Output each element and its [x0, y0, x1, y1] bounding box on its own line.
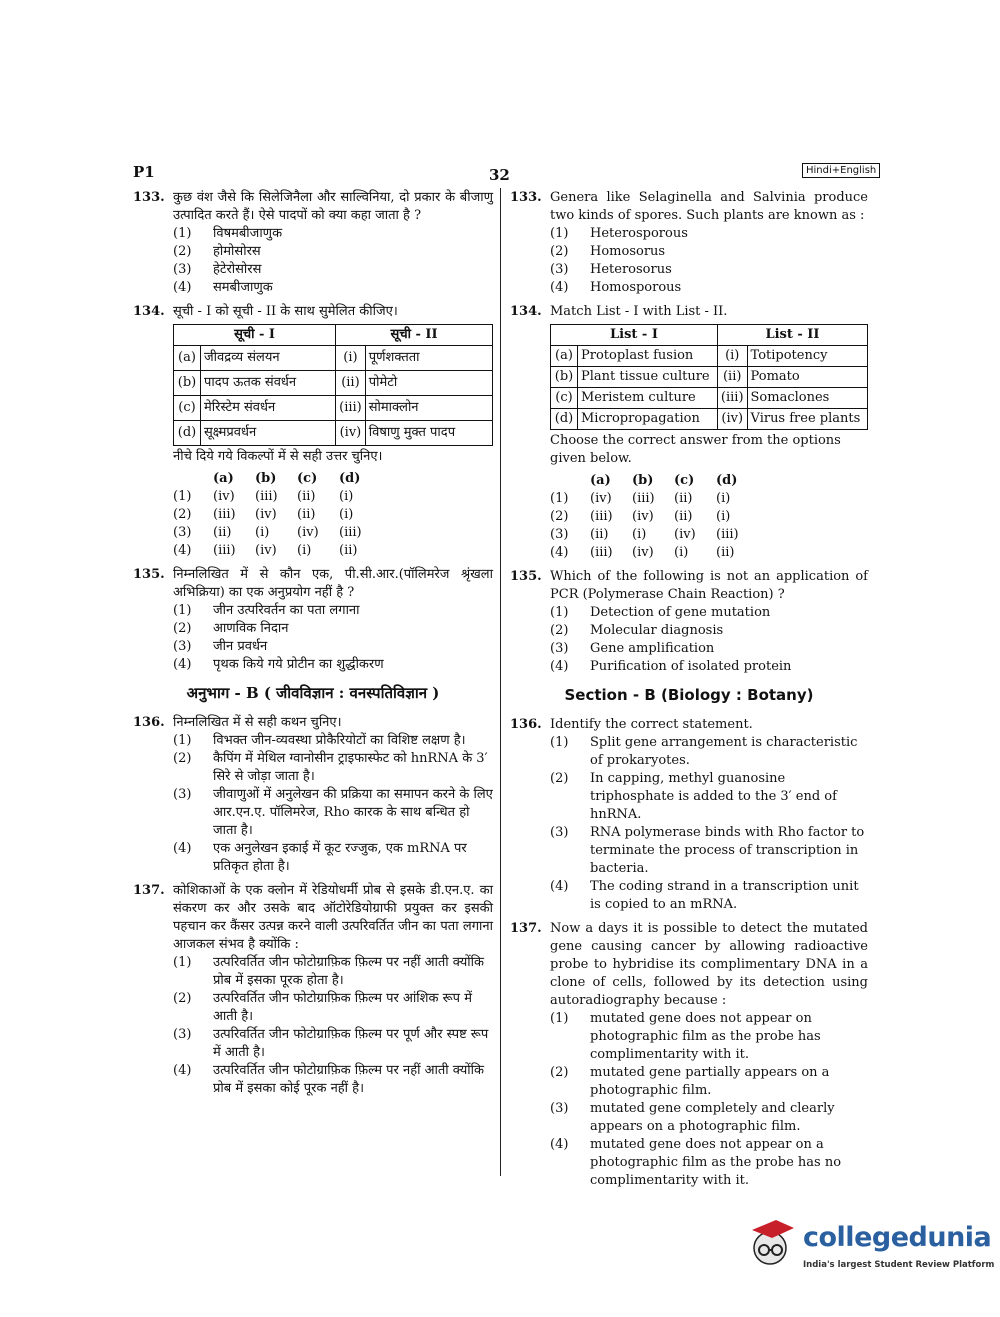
column-divider: [500, 188, 501, 1176]
answer-cell: (i): [632, 527, 647, 542]
option-number: (3): [550, 641, 569, 656]
table-cell: (iv): [336, 421, 366, 446]
answer-cell: (iii): [632, 491, 655, 506]
answer-option-3[interactable]: [173, 524, 493, 542]
option-text: RNA polymerase binds with Rho factor to terminate the process of transcription in bacteria.: [590, 825, 865, 876]
option-1[interactable]: [173, 954, 493, 990]
option-3[interactable]: [173, 261, 493, 279]
option-number: (2): [550, 771, 569, 786]
answer-column-header: (d): [339, 471, 361, 486]
answer-cell: (ii): [674, 509, 693, 524]
question-number: 137.: [133, 883, 165, 898]
answer-cell: (3): [173, 525, 192, 540]
table-row: [551, 346, 868, 367]
answer-cell: (i): [255, 525, 270, 540]
option-text: In capping, methyl guanosine triphosphate is added to the 3′ end of hnRNA.: [590, 771, 837, 822]
answer-cell: (3): [550, 527, 569, 542]
option-text: जीवाणुओं में अनुलेखन की प्रक्रिया का समापन करने के लिए आर.एन.ए. पॉलिमरेज, Rho कारक के साथ बन्धित हो जाता है।: [213, 787, 493, 838]
answer-cell: (2): [173, 507, 192, 522]
option-text: mutated gene does not appear on photographic film as the probe has complimentarity with it.: [590, 1011, 821, 1062]
option-2[interactable]: [550, 622, 868, 640]
question-number: 134.: [510, 304, 542, 319]
option-number: (4): [550, 659, 569, 674]
answer-column-header: (b): [255, 471, 277, 486]
option-text: उत्परिवर्तित जीन फोटोग्राफ़िक फ़िल्म पर आंशिक रूप में आती है।: [213, 991, 472, 1024]
table-row: [174, 421, 493, 446]
option-4[interactable]: [173, 840, 493, 876]
language-badge: Hindi+English: [802, 163, 880, 178]
option-text: एक अनुलेखन इकाई में कूट रज्जुक, एक mRNA पर प्रतिकृत होता है।: [213, 841, 467, 874]
answer-option-1[interactable]: [550, 490, 868, 508]
list-2-header: सूची - II: [336, 325, 493, 346]
table-cell: (ii): [336, 371, 366, 396]
table-row: [551, 409, 868, 430]
question-number: 136.: [133, 715, 165, 730]
question-135-en: [510, 568, 868, 676]
option-number: (2): [550, 244, 569, 259]
table-row: [174, 371, 493, 396]
instruction-text: Choose the correct answer from the options given below.: [550, 433, 841, 466]
option-3[interactable]: [173, 1026, 493, 1062]
option-text: mutated gene partially appears on a photographic film.: [590, 1065, 830, 1098]
option-text: Purification of isolated protein: [590, 659, 792, 674]
table-cell: (d): [174, 421, 201, 446]
option-number: (3): [173, 262, 192, 277]
answer-column-header: (c): [297, 471, 318, 486]
option-number: (4): [550, 280, 569, 295]
answer-option-3[interactable]: [550, 526, 868, 544]
answer-cell: (iii): [255, 489, 278, 504]
option-text: उत्परिवर्तित जीन फोटोग्राफ़िक फ़िल्म पर पूर्ण और स्पष्ट रूप में आती है।: [213, 1027, 489, 1060]
answer-cell: (ii): [297, 489, 316, 504]
question-number: 135.: [133, 567, 165, 582]
table-cell: पूर्णशक्तता: [365, 346, 492, 371]
option-1[interactable]: [550, 1010, 868, 1064]
option-1[interactable]: [173, 732, 493, 750]
option-4[interactable]: [550, 279, 868, 297]
answer-cell: (iv): [213, 489, 235, 504]
option-text: Detection of gene mutation: [590, 605, 771, 620]
option-2[interactable]: [173, 750, 493, 786]
answer-cell: (2): [550, 509, 569, 524]
option-3[interactable]: [550, 640, 868, 658]
option-4[interactable]: [550, 1136, 868, 1190]
option-number: (2): [550, 623, 569, 638]
question-number: 136.: [510, 717, 542, 732]
option-text: जीन उत्परिवर्तन का पता लगाना: [213, 603, 360, 618]
answer-cell: (1): [173, 489, 192, 504]
question-text: कुछ वंश जैसे कि सिलेजिनैला और साल्विनिया, दो प्रकार के बीजाणु उत्पादित करते हैं। ऐसे पादपों को क्या कहा जाता है ?: [173, 190, 493, 223]
english-column: [510, 189, 868, 1196]
option-2[interactable]: [173, 243, 493, 261]
answer-cell: (iv): [674, 527, 696, 542]
answer-grid: [550, 472, 868, 562]
option-text: उत्परिवर्तित जीन फोटोग्राफ़िक फ़िल्म पर नहीं आती क्योंकि प्रोब में इसका पूरक होता है।: [213, 955, 484, 988]
table-cell: जीवद्रव्य संलयन: [201, 346, 336, 371]
answer-cell: (ii): [213, 525, 232, 540]
table-cell: पोमेटो: [365, 371, 492, 396]
table-cell: (a): [551, 346, 578, 367]
option-number: (1): [173, 226, 192, 241]
question-number: 135.: [510, 569, 542, 584]
paper-code: P1: [133, 163, 155, 181]
option-number: (1): [173, 603, 192, 618]
answer-cell: (iv): [255, 543, 277, 558]
question-133-en: [510, 189, 868, 297]
answer-cell: (i): [339, 489, 354, 504]
option-text: विषमबीजाणुक: [213, 226, 283, 241]
option-number: (3): [173, 1027, 192, 1042]
table-cell: (iii): [336, 396, 366, 421]
option-number: (1): [550, 735, 569, 750]
option-text: The coding strand in a transcription unit is copied to an mRNA.: [590, 879, 859, 912]
match-table: [550, 324, 868, 430]
answer-cell: (iv): [632, 545, 654, 560]
question-text: सूची - I को सूची - II के साथ सुमेलित कीजिए।: [173, 304, 398, 319]
table-cell: (i): [717, 346, 747, 367]
option-text: जीन प्रवर्धन: [213, 639, 268, 654]
option-4[interactable]: [550, 658, 868, 676]
table-cell: (b): [174, 371, 201, 396]
option-number: (1): [173, 955, 192, 970]
option-2[interactable]: [173, 990, 493, 1026]
option-text: होमोसोरस: [213, 244, 261, 259]
answer-cell: (iii): [213, 507, 236, 522]
table-cell: पादप ऊतक संवर्धन: [201, 371, 336, 396]
answer-cell: (ii): [674, 491, 693, 506]
answer-cell: (4): [173, 543, 192, 558]
option-text: Heterosorus: [590, 262, 672, 277]
option-2[interactable]: [550, 1064, 868, 1100]
section-title: अनुभाग - B ( जीवविज्ञान : वनस्पतिविज्ञान ): [186, 684, 440, 702]
answer-cell: (iv): [632, 509, 654, 524]
answer-cell: (iii): [590, 545, 613, 560]
answer-column-header: (a): [213, 471, 234, 486]
logo-tagline: India's largest Student Review Platform: [803, 1260, 995, 1270]
question-text: Match List - I with List - II.: [550, 304, 728, 319]
question-number: 137.: [510, 921, 542, 936]
option-1[interactable]: [550, 734, 868, 770]
answer-cell: (iii): [213, 543, 236, 558]
question-133-hi: [133, 189, 493, 297]
answer-option-4[interactable]: [173, 542, 493, 560]
answer-cell: (ii): [716, 545, 735, 560]
option-number: (3): [550, 1101, 569, 1116]
question-137-hi: [133, 882, 493, 1098]
option-text: पृथक किये गये प्रोटीन का शुद्धीकरण: [213, 657, 384, 672]
option-number: (3): [550, 262, 569, 277]
option-text: समबीजाणुक: [213, 280, 273, 295]
question-134-en: [510, 303, 868, 562]
answer-cell: (i): [716, 491, 731, 506]
answer-cell: (iv): [255, 507, 277, 522]
option-text: Split gene arrangement is characteristic of prokaryotes.: [590, 735, 858, 768]
option-text: हेटेरोसोरस: [213, 262, 262, 277]
option-1[interactable]: [550, 604, 868, 622]
option-4[interactable]: [550, 878, 868, 914]
option-number: (4): [173, 657, 192, 672]
logo-text: collegedunia: [803, 1222, 992, 1253]
option-number: (2): [173, 621, 192, 636]
option-number: (3): [173, 639, 192, 654]
table-cell: (a): [174, 346, 201, 371]
answer-cell: (4): [550, 545, 569, 560]
table-cell: Micropropagation: [578, 409, 718, 430]
option-2[interactable]: [550, 770, 868, 824]
option-3[interactable]: [550, 824, 868, 878]
answer-option-2[interactable]: [173, 506, 493, 524]
option-number: (2): [173, 991, 192, 1006]
list-1-header: सूची - I: [174, 325, 336, 346]
table-cell: (i): [336, 346, 366, 371]
table-row: [174, 346, 493, 371]
answer-cell: (ii): [297, 507, 316, 522]
question-137-en: [510, 920, 868, 1190]
option-4[interactable]: [173, 279, 493, 297]
question-text: कोशिकाओं के एक क्लोन में रेडियोधर्मी प्रोब से इसके डी.एन.ए. का संकरण कर और उसके बाद ऑटोरेडियोग्राफी प्रयुक्त कर इसकी पहचान कर कैंसर उत्पन्न करने वाली उत्परिवर्तित जीन का पता लगाना आजकल संभव है क्योंकि :: [173, 883, 493, 952]
option-text: mutated gene completely and clearly appears on a photographic film.: [590, 1101, 835, 1134]
option-number: (2): [550, 1065, 569, 1080]
option-3[interactable]: [550, 1100, 868, 1136]
option-2[interactable]: [173, 620, 493, 638]
option-number: (4): [173, 280, 192, 295]
table-cell: मेरिस्टेम संवर्धन: [201, 396, 336, 421]
answer-column-header: (d): [716, 473, 738, 488]
table-cell: (c): [551, 388, 578, 409]
question-number: 133.: [133, 190, 165, 205]
table-row: [174, 396, 493, 421]
question-136-hi: [133, 714, 493, 876]
table-cell: (b): [551, 367, 578, 388]
option-number: (2): [173, 244, 192, 259]
table-row: [551, 367, 868, 388]
option-number: (1): [550, 605, 569, 620]
table-row: [551, 388, 868, 409]
answer-cell: (iii): [339, 525, 362, 540]
question-134-hi: [133, 303, 493, 560]
option-number: (1): [550, 1011, 569, 1026]
answer-column-header: (b): [632, 473, 654, 488]
table-cell: Plant tissue culture: [578, 367, 718, 388]
table-cell: (d): [551, 409, 578, 430]
answer-cell: (ii): [590, 527, 609, 542]
answer-cell: (i): [674, 545, 689, 560]
option-number: (3): [550, 825, 569, 840]
question-text: Identify the correct statement.: [550, 717, 753, 732]
answer-cell: (iv): [297, 525, 319, 540]
option-2[interactable]: [550, 243, 868, 261]
option-4[interactable]: [173, 656, 493, 674]
answer-cell: (1): [550, 491, 569, 506]
option-1[interactable]: [173, 602, 493, 620]
option-text: Homosorus: [590, 244, 666, 259]
table-cell: सोमाक्लोन: [365, 396, 492, 421]
table-cell: Protoplast fusion: [578, 346, 718, 367]
answer-cell: (ii): [339, 543, 358, 558]
answer-grid: [173, 470, 493, 560]
hindi-column: [133, 189, 493, 1104]
table-cell: (iii): [717, 388, 747, 409]
table-cell: विषाणु मुक्त पादप: [365, 421, 492, 446]
question-text: निम्नलिखित में से कौन एक, पी.सी.आर.(पॉलिमरेज श्रृंखला अभिक्रिया) का एक अनुप्रयोग नहीं है ?: [173, 567, 493, 600]
option-number: (2): [173, 751, 192, 766]
answer-option-2[interactable]: [550, 508, 868, 526]
option-number: (3): [173, 787, 192, 802]
option-number: (1): [173, 733, 192, 748]
option-text: विभक्त जीन-व्यवस्था प्रोकैरियोटों का विशिष्ट लक्षण है।: [213, 733, 466, 748]
option-text: Heterosporous: [590, 226, 688, 241]
question-number: 133.: [510, 190, 542, 205]
table-cell: Somaclones: [747, 388, 867, 409]
question-text: Which of the following is not an application of PCR (Polymerase Chain Reaction) ?: [550, 569, 868, 602]
option-text: उत्परिवर्तित जीन फोटोग्राफ़िक फ़िल्म पर नहीं आती क्योंकि प्रोब में इसका कोई पूरक नहीं है।: [213, 1063, 484, 1096]
option-3[interactable]: [173, 786, 493, 840]
option-number: (4): [550, 879, 569, 894]
answer-cell: (i): [716, 509, 731, 524]
spacer: [550, 472, 590, 490]
option-3[interactable]: [550, 261, 868, 279]
question-text: Now a days it is possible to detect the mutated gene causing cancer by allowing radioactive probe to hybridise its complimentary DNA in a clone of cells, followed by its detection using autoradiography because :: [550, 921, 868, 1008]
match-table: [173, 324, 493, 446]
table-cell: (ii): [717, 367, 747, 388]
answer-cell: (iii): [716, 527, 739, 542]
option-1[interactable]: [173, 225, 493, 243]
list-1-header: List - I: [551, 325, 718, 346]
option-text: आणविक निदान: [213, 621, 289, 636]
section-title: Section - B (Biology : Botany): [564, 686, 814, 704]
table-cell: (c): [174, 396, 201, 421]
answer-option-4[interactable]: [550, 544, 868, 562]
page-number: 32: [489, 166, 510, 184]
table-cell: Pomato: [747, 367, 867, 388]
answer-cell: (i): [339, 507, 354, 522]
answer-cell: (iii): [590, 509, 613, 524]
option-3[interactable]: [173, 638, 493, 656]
answer-cell: (i): [297, 543, 312, 558]
question-number: 134.: [133, 304, 165, 319]
instruction-text: नीचे दिये गये विकल्पों में से सही उत्तर चुनिए।: [173, 449, 383, 464]
answer-column-header: (c): [674, 473, 695, 488]
question-text: निम्नलिखित में से सही कथन चुनिए।: [173, 715, 342, 730]
answer-option-1[interactable]: [173, 488, 493, 506]
table-cell: Meristem culture: [578, 388, 718, 409]
table-cell: Virus free plants: [747, 409, 867, 430]
table-cell: सूक्ष्मप्रवर्धन: [201, 421, 336, 446]
question-136-en: [510, 716, 868, 914]
answer-cell: (iv): [590, 491, 612, 506]
option-text: Molecular diagnosis: [590, 623, 724, 638]
question-text: Genera like Selaginella and Salvinia produce two kinds of spores. Such plants are known as :: [550, 190, 868, 223]
spacer: [173, 470, 213, 488]
option-number: (4): [173, 841, 192, 856]
question-135-hi: [133, 566, 493, 674]
answer-column-header: (a): [590, 473, 611, 488]
option-number: (1): [550, 226, 569, 241]
option-number: (4): [173, 1063, 192, 1078]
option-text: Gene amplification: [590, 641, 715, 656]
option-4[interactable]: [173, 1062, 493, 1098]
table-cell: Totipotency: [747, 346, 867, 367]
option-text: कैपिंग में मेथिल ग्वानोसीन ट्राइफास्फेट को hnRNA के 3′ सिरे से जोड़ा जाता है।: [213, 751, 488, 784]
list-2-header: List - II: [717, 325, 867, 346]
option-1[interactable]: [550, 225, 868, 243]
option-number: (4): [550, 1137, 569, 1152]
option-text: Homosporous: [590, 280, 682, 295]
option-text: mutated gene does not appear on a photographic film as the probe has no complimentarity with it.: [590, 1137, 842, 1188]
table-cell: (iv): [717, 409, 747, 430]
